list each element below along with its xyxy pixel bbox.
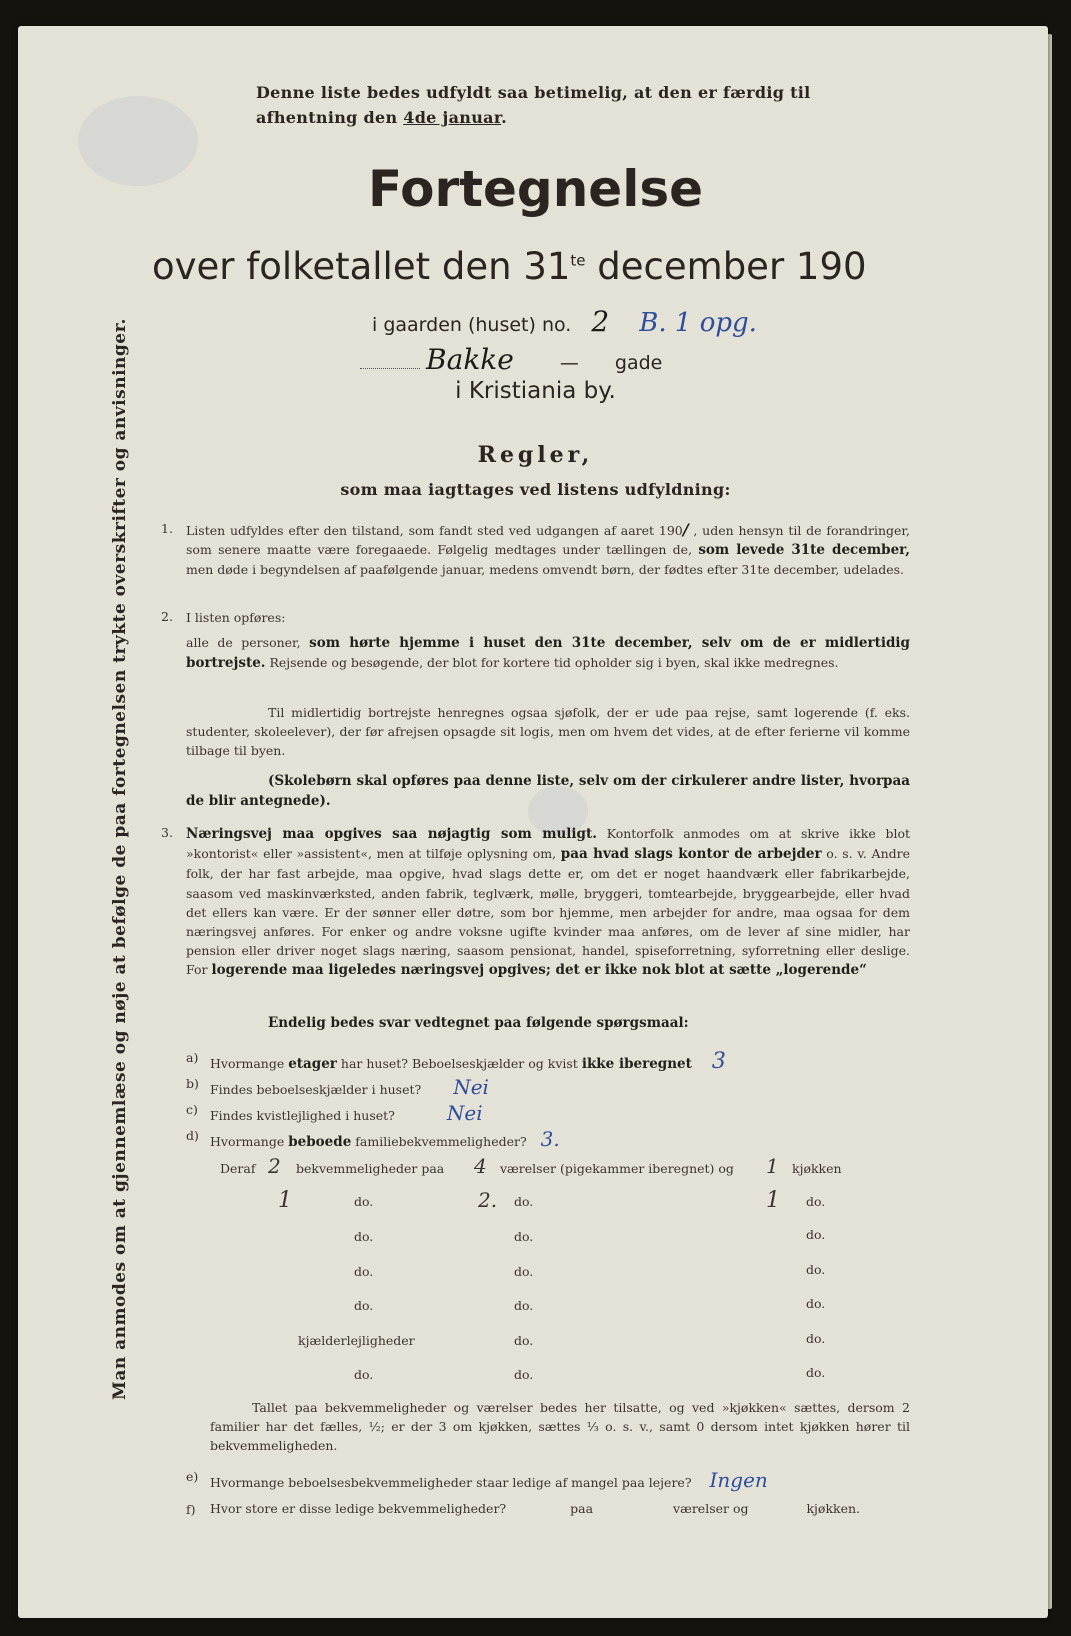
question-f-label: f) — [186, 1502, 196, 1517]
rule-2-schoolchildren: (Skolebørn skal opføres paa denne liste, selv om der cirkulerer andre lister, hvorpaa de blir antegnede). — [186, 773, 910, 810]
basement-label: kjælderlejligheder — [298, 1333, 415, 1348]
house-extra-value: B. 1 opg. — [639, 308, 757, 338]
dotted-line — [360, 368, 420, 369]
row-1-rooms: 4 — [474, 1154, 487, 1178]
form-subtitle: over folketallet den $31^{te}$ december 190 — [152, 245, 867, 288]
question-d-label: d) — [186, 1128, 199, 1143]
bekv-label: bekvemmeligheder paa — [296, 1161, 445, 1176]
row-1-kitchen: 1 — [766, 1154, 779, 1178]
street-line: Bakke — gade — [360, 343, 662, 376]
row-3-do-1: do. — [354, 1229, 374, 1244]
question-f: Hvor store er disse ledige bekvemmeligheder? paa værelser og kjøkken. — [210, 1501, 861, 1516]
questions-intro: Endelig bedes svar vedtegnet paa følgende spørgsmaal: — [268, 1015, 689, 1031]
row-6-do-3: do. — [806, 1331, 826, 1346]
rule-2-absentees: Til midlertidig bortrejste henregnes ogsaa sjøfolk, der er ude paa rejse, samt logerende (f. eks. studenter, skoleelever), der før afrejsen opsagde sit logis, men om hvem det vides, at de efter ferierne vil komme tilbage til byen. — [186, 705, 910, 759]
question-c: Findes kvistlejlighed i huset? Nei — [210, 1101, 483, 1125]
row-1-count: 2 — [268, 1154, 281, 1178]
row-5-do-3: do. — [806, 1296, 826, 1311]
row-4-do-1: do. — [354, 1264, 374, 1279]
deadline-date: 4de januar — [403, 108, 502, 127]
row-2-do-3: do. — [806, 1194, 826, 1209]
rule-1-text: Listen udfyldes efter den tilstand, som fandt sted ved udgangen af aaret 190/ , uden hensyn til de forandringer, som senere maatte være foregaaede. Følgelig medtages under tællingen de, som levede 31te december, men døde i begyndelsen af paafølgende januar, medens omvendt børn, der fødtes efter 31te december, udelades. — [186, 520, 910, 578]
row-3-do-2: do. — [514, 1229, 534, 1244]
vaer-label: værelser (pigekammer iberegnet) og — [500, 1161, 734, 1176]
row-7-do-2: do. — [514, 1367, 534, 1382]
rule-1-number: 1. — [161, 521, 173, 536]
question-b: Findes beboelseskjælder i huset? Nei — [210, 1075, 489, 1099]
deraf-label: Deraf — [220, 1161, 256, 1176]
row-4-do-3: do. — [806, 1262, 826, 1277]
city-line: i Kristiania by. — [455, 378, 616, 404]
row-5-do-1: do. — [354, 1298, 374, 1313]
deadline-line-1: Denne liste bedes udfyldt saa betimelig, at den er færdig til — [256, 83, 811, 102]
side-instruction: Man anmodes om at gjennemlæse og nøje at befølge de paa fortegnelsen trykte overskrifter og anvisninger. — [110, 318, 130, 1400]
question-a: Hvormange etager har huset? Beboelseskjælder og kvist ikke iberegnet 3 — [210, 1049, 726, 1074]
deadline-line-2: afhentning den 4de januar. — [256, 108, 507, 127]
row-3-do-3: do. — [806, 1227, 826, 1242]
rule-3-text: Næringsvej maa opgives saa nøjagtig som muligt. Kontorfolk anmodes om at skrive ikke blot »kontorist« eller »assistent«, men at tilføje oplysning om, paa hvad slags kontor de arbejder o. s. v. Andre folk, der har fast arbejde, maa opgive, hvad slags dette er, om det er noget haandværk eller fabrikarbejde, saasom ved maskinværksted, anden fabrik, teglværk, mølle, bryggeri, tomtearbejde, bryggearbejde, eller hvad det ellers kan være. Er der sønner eller døtre, som bor hjemme, men arbejder for andre, maa ogsaa for dem næringsvej anføres. For enker og andre voksne ugifte kvinder maa anføres, om de lever af sine midler, har pension eller driver noget slags næring, saasom pensionat, handel, spiseforretning, syforretning eller deslige. For logerende maa ligeledes næringsvej opgives; det er ikke nok blot at sætte „logerende“ — [186, 826, 910, 979]
rule-3-number: 3. — [161, 825, 173, 840]
row-5-do-2: do. — [514, 1298, 534, 1313]
row-6-do-2: do. — [514, 1333, 534, 1348]
question-e-label: e) — [186, 1469, 199, 1484]
row-7-do-3: do. — [806, 1365, 826, 1380]
row-4-do-2: do. — [514, 1264, 534, 1279]
question-e: Hvormange beboelsesbekvemmeligheder staar ledige af mangel paa lejere? Ingen — [210, 1468, 768, 1492]
question-b-label: b) — [186, 1076, 199, 1091]
answer-b: Nei — [453, 1075, 489, 1099]
house-number-value: 2 — [591, 305, 610, 338]
rule-2-heading: I listen opføres: — [186, 610, 286, 625]
answer-d: 3. — [540, 1127, 560, 1151]
row-2-do-2: do. — [514, 1194, 534, 1209]
form-title: Fortegnelse — [367, 160, 704, 218]
row-2-do-1: do. — [354, 1194, 374, 1209]
answer-a: 3 — [711, 1049, 726, 1074]
kjokken-label: kjøkken — [792, 1161, 842, 1176]
deadline-notice — [256, 80, 811, 130]
street-value: Bakke — [426, 343, 514, 376]
row-2-kitchen: 1 — [766, 1188, 780, 1213]
house-number-line: i gaarden (huset) no. 2 B. 1 opg. — [372, 305, 757, 338]
question-a-label: a) — [186, 1050, 199, 1065]
rules-title: Regler, — [477, 442, 594, 468]
rules-subtitle: som maa iagttages ved listens udfyldning: — [340, 480, 731, 499]
answer-e: Ingen — [709, 1468, 768, 1492]
rule-2-number: 2. — [161, 609, 173, 624]
row-7-do-1: do. — [354, 1367, 374, 1382]
row-2-count: 1 — [278, 1188, 292, 1213]
row-2-rooms: 2. — [478, 1188, 498, 1212]
fraction-note: Tallet paa bekvemmeligheder og værelser bedes her tilsatte, og ved »kjøkken« sættes, dersom 2 familier har det fælles, ½; er der 3 om kjøkken, sættes ⅓ o. s. v., samt 0 dersom intet kjøkken hører til bekvemmeligheden. — [210, 1400, 910, 1454]
answer-c: Nei — [446, 1101, 483, 1125]
question-d: Hvormange beboede familiebekvemmeligheder? 3. — [210, 1127, 560, 1151]
question-c-label: c) — [186, 1102, 198, 1117]
rule-2-text: alle de personer, som hørte hjemme i huset den 31te december, selv om de er midlertidig bortrejste. Rejsende og besøgende, der blot for kortere tid opholder sig i byen, skal ikke medregnes. — [186, 635, 910, 672]
